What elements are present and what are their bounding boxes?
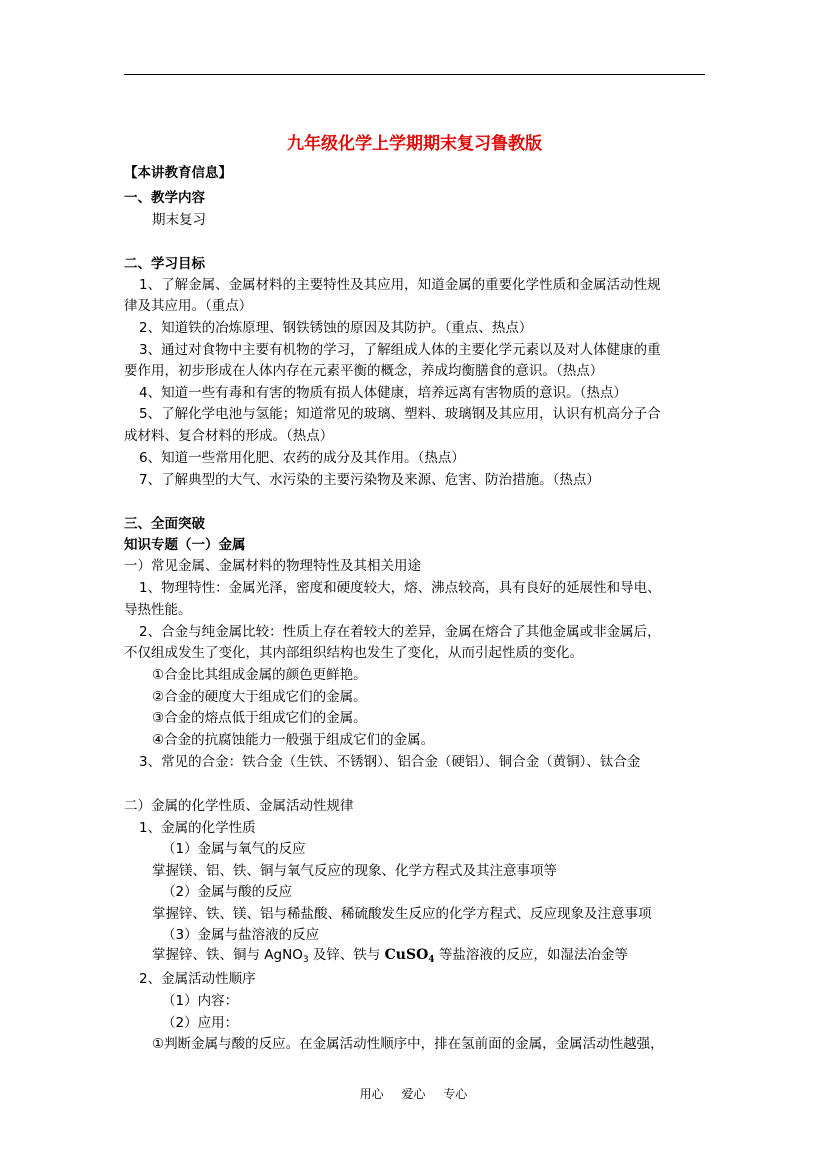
salt-line-sub3: 3 [302,955,309,965]
part2-line: （2）金属与酸的反应 [162,884,293,900]
part2-line: （2）应用： [162,1015,239,1031]
goal-line: 2、知道铁的冶炼原理、钢铁锈蚀的原因及其防护。（重点、热点） [139,320,533,336]
part1-heading: 一）常见金属、金属材料的物理特性及其相关用途 [124,558,421,574]
part2-line: （1）金属与氧气的反应 [162,841,306,857]
goal-line: 6、知道一些常用化肥、农药的成分及其作用。（热点） [139,450,465,466]
teaching-content-text: 期末复习 [152,212,206,228]
part2-line: ①判断金属与酸的反应。在金属活动性顺序中，排在氢前面的金属，金属活动性越强， [152,1036,664,1052]
part1-line: 不仅组成发生了变化，其内部组织结构也发生了变化，从而引起性质的变化。 [124,645,583,661]
page-footer: 用心 爱心 专心 [359,1087,468,1101]
salt-reaction-line [152,945,628,968]
part2-heading: 二）金属的化学性质、金属活动性规律 [124,798,354,814]
goal-line: 1、了解金属、金属材料的主要特性及其应用，知道金属的重要化学性质和金属活动性规 [139,277,661,293]
header-rule [124,74,705,75]
part1-line: ①合金比其组成金属的颜色更鲜艳。 [152,667,367,683]
section-teaching-content-heading: 一、教学内容 [124,190,205,206]
part2-line: 1、金属的化学性质 [139,820,256,836]
goal-line: 要作用，初步形成在人体内存在元素平衡的概念，养成均衡膳食的意识。（热点） [124,363,604,379]
part1-line: 导热性能。 [124,602,192,618]
part1-line: 1、物理特性：金属光泽，密度和硬度较大，熔、沸点较高，具有良好的延展性和导电、 [139,580,661,596]
goal-line: 7、了解典型的大气、水污染的主要污染物及来源、危害、防治措施。（热点） [139,472,600,488]
goal-line: 3、通过对食物中主要有机物的学习，了解组成人体的主要化学元素以及对人体健康的重 [139,342,661,358]
topic-metals-heading: 知识专题（一）金属 [124,537,246,553]
part1-line: ②合金的硬度大于组成它们的金属。 [152,689,367,705]
goal-line: 律及其应用。（重点） [124,298,253,314]
part1-line: 3、常见的合金：铁合金（生铁、不锈钢）、铝合金（硬铝）、铜合金（黄铜）、钛合金 [139,754,641,770]
part1-line: ④合金的抗腐蚀能力一般强于组成它们的金属。 [152,732,435,748]
part1-line: 2、合金与纯金属比较：性质上存在着较大的差异，金属在熔合了其他金属或非金属后， [139,624,661,640]
salt-line-pre: 掌握锌、铁、铜与 AgNO [152,947,303,963]
part1-line: ③合金的熔点低于组成它们的金属。 [152,710,367,726]
part2-line: 掌握锌、铁、镁、铝与稀盐酸、稀硫酸发生反应的化学方程式、反应现象及注意事项 [152,906,652,922]
salt-line-mid: 及锌、铁与 [308,947,385,963]
goal-line: 成材料、复合材料的形成。（热点） [124,428,334,444]
cuso4-formula [385,947,435,963]
part2-line: 2、金属活动性顺序 [139,971,256,987]
section-learning-goals-heading: 二、学习目标 [124,256,205,272]
part2-line: （3）金属与盐溶液的反应 [162,927,320,943]
part2-line: （1）内容： [162,993,239,1009]
salt-line-post: 等盐溶液的反应，如湿法冶金等 [434,947,628,963]
cuso4-subscript: 4 [428,955,435,965]
goal-line: 4、知道一些有毒和有害的物质有损人体健康，培养远离有害物质的意识。（热点） [139,385,627,401]
cuso4-base: CuSO [384,947,429,963]
goal-line: 5、了解化学电池与氢能；知道常见的玻璃、塑料、玻璃钢及其应用，认识有机高分子合 [139,406,661,422]
section-info-heading: 【本讲教育信息】 [124,165,232,181]
part2-line: 掌握镁、铝、铁、铜与氧气反应的现象、化学方程式及其注意事项等 [152,863,557,879]
document-title: 九年级化学上学期期末复习鲁教版 [287,134,542,154]
section-breakthrough-heading: 三、全面突破 [124,516,205,532]
